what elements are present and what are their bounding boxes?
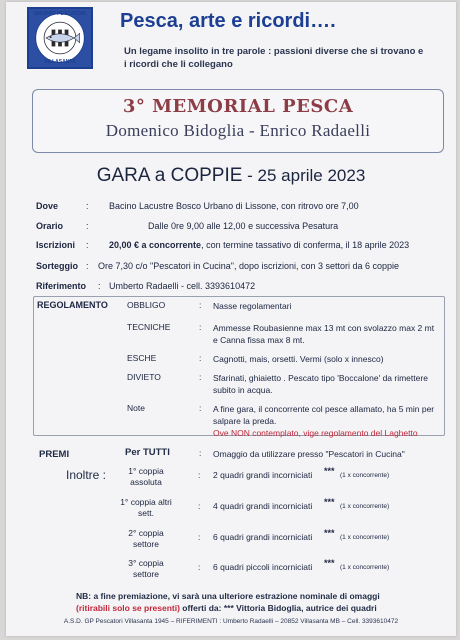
event-date: 25 aprile 2023 <box>257 166 366 185</box>
prizes-for-all-label: Per TUTTI <box>125 447 170 458</box>
prize-description: 6 quadri grandi incorniciati <box>213 532 313 542</box>
info-label: Riferimento <box>36 281 87 291</box>
final-note-line1: NB: a fine premiazione, vi sarà una ulteriore estrazione nominale di omaggi <box>76 591 380 601</box>
entry-fee: 20,00 € a concorrente <box>109 240 202 250</box>
prize-stars: *** <box>324 528 335 538</box>
rules-heading: REGOLAMENTO <box>37 300 108 310</box>
rule-key: TECNICHE <box>127 322 171 332</box>
prize-description: 2 quadri grandi incorniciati <box>213 470 313 480</box>
info-colon: : <box>98 281 101 291</box>
final-note <box>76 590 446 614</box>
info-value <box>109 240 409 250</box>
info-value: Ore 7,30 c/o "Pescatori in Cucina", dopo iscrizioni, con 3 settori da 6 coppie <box>98 261 400 271</box>
note-warning: Ove NON contemplato, vige regolamento del Laghetto <box>213 428 418 438</box>
prize-stars: *** <box>324 497 335 507</box>
final-note-sponsor: offerti da: *** Vittoria Bidoglia, autrice dei quadri <box>179 603 377 613</box>
prize-note: (1 x concorrente) <box>340 534 390 541</box>
prizes-heading: PREMI <box>39 449 70 460</box>
prize-note: (1 x concorrente) <box>340 503 390 510</box>
info-label: Orario <box>36 221 64 231</box>
info-value: Umberto Radaelli - cell. 3393610472 <box>109 281 256 291</box>
prize-row <box>6 558 456 580</box>
event-title: GARA a COPPIE <box>96 165 243 186</box>
prize-colon: : <box>198 501 201 511</box>
prize-stars: *** <box>324 466 335 476</box>
info-colon: : <box>86 261 89 271</box>
rule-value: Cagnotti, mais, orsetti. Vermi (solo x innesco) <box>213 354 384 364</box>
info-value: Dalle 0re 9,00 alle 12,00 e successiva Pesatura <box>148 221 339 231</box>
prize-for-all-value: Omaggio da utilizzare presso "Pescatori in Cucina" <box>213 449 405 459</box>
prize-name: 3° coppia settore <box>128 558 164 579</box>
rule-value: Sfarinati, ghiaietto . Pescato tipo 'Boccalone' da rimettere subito in acqua. <box>213 373 428 395</box>
prize-colon: : <box>198 470 201 480</box>
event-separator: - <box>242 166 258 185</box>
info-label: Sorteggio <box>36 261 78 271</box>
banner-title: 3° MEMORIAL PESCA <box>122 96 354 117</box>
info-value: Bacino Lacustre Bosco Urbano di Lissone, con ritrovo ore 7,00 <box>109 201 359 211</box>
rule-value: Ammesse Roubasienne max 13 mt con svolazzo max 2 mt e Canna fissa max 8 mt. <box>213 323 435 345</box>
prize-stars: *** <box>324 558 335 568</box>
banner-names: Domenico Bidoglia - Enrico Radaelli <box>105 121 371 140</box>
rule-colon: : <box>199 300 202 310</box>
page-title: Pesca, arte e ricordi…. <box>120 10 336 32</box>
prize-name: 1° coppia assoluta <box>128 466 164 487</box>
rule-key: Note <box>127 403 145 413</box>
entry-terms: , con termine tassativo di conferma, il 18 aprile 2023 <box>201 240 410 250</box>
prize-row <box>6 528 456 550</box>
prize-name: 1° coppia altri sett. <box>120 497 172 518</box>
prize-colon: : <box>198 532 201 542</box>
final-note-condition: (ritirabili solo se presenti) <box>76 603 180 613</box>
rule-colon: : <box>199 403 202 413</box>
info-colon: : <box>86 240 89 250</box>
flyer-sheet <box>6 2 456 636</box>
prizes-also-label: Inoltre : <box>66 468 107 482</box>
rule-colon: : <box>199 448 202 458</box>
rule-colon: : <box>199 322 202 332</box>
rule-colon: : <box>199 353 202 363</box>
prize-description: 4 quadri grandi incorniciati <box>213 501 313 511</box>
prize-description: 6 quadri piccoli incorniciati <box>213 562 313 572</box>
prize-note: (1 x concorrente) <box>340 564 390 571</box>
rule-key: DIVIETO <box>127 372 161 382</box>
club-logo <box>27 7 93 69</box>
prize-row <box>6 497 456 519</box>
info-label: Iscrizioni <box>36 240 76 250</box>
info-colon: : <box>86 201 89 211</box>
prize-name: 2° coppia settore <box>128 528 164 549</box>
rule-colon: : <box>199 372 202 382</box>
rule-key: OBBLIGO <box>127 300 166 310</box>
prize-row <box>6 466 456 488</box>
event-heading <box>6 165 456 187</box>
memorial-banner <box>32 89 444 153</box>
info-colon: : <box>86 221 89 231</box>
note-text: A fine gara, il concorrente col pesce allamato, ha 5 min per salpare la preda. <box>213 404 435 426</box>
info-label: Dove <box>36 201 59 211</box>
footer-contacts: A.S.D. GP Pescatori Villasanta 1945 – RIFERIMENTI : Umberto Radaelli – 20852 Villasanta MB – Cell. 3393610472 <box>63 618 399 625</box>
prize-colon: : <box>198 562 201 572</box>
prize-note: (1 x concorrente) <box>340 472 390 479</box>
rule-key: ESCHE <box>127 353 157 363</box>
logo-ring-bottom: VILLASANTA <box>44 59 76 65</box>
page-subtitle: Un legame insolito in tre parole : passioni diverse che si trovano e i ricordi che li collegano <box>124 46 424 70</box>
rule-value <box>213 403 435 439</box>
rule-value: Nasse regolamentari <box>213 301 292 311</box>
logo-ring-top: GRUPPO PESCATORI <box>34 11 86 17</box>
